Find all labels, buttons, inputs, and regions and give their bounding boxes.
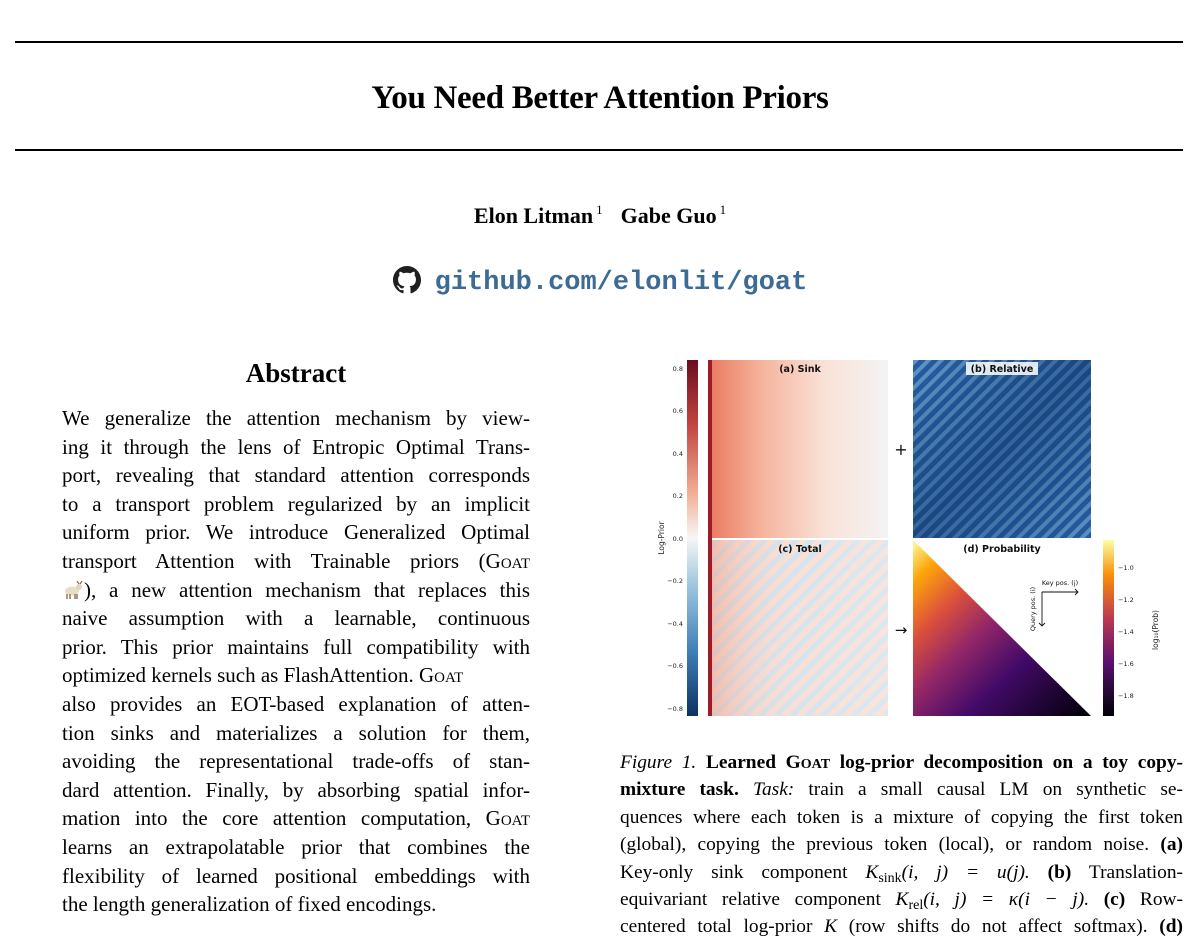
github-icon xyxy=(393,266,421,294)
arrow-operator: → xyxy=(894,621,908,639)
plus-operator: + xyxy=(894,440,908,459)
abstract-text: optimized kernels such as FlashAttention. xyxy=(62,663,419,688)
figure-1 xyxy=(650,356,1180,722)
panel-c-title: (c) Total xyxy=(778,544,822,555)
caption-line xyxy=(620,859,1183,886)
left-colorbar-ticks xyxy=(667,365,683,713)
abstract-line: port, revealing that standard attention corresponds xyxy=(62,463,530,488)
right-colorbar-ticks xyxy=(1118,564,1134,700)
abstract-line: to a transport problem regularized by an implicit xyxy=(62,491,530,516)
top-rule xyxy=(15,41,1183,43)
caption-text: (b) xyxy=(1029,861,1072,883)
title-rule xyxy=(15,149,1183,151)
math-k: K xyxy=(865,861,879,883)
abstract-line: We generalize the attention mechanism by view- xyxy=(62,406,530,430)
tick-label: 0.4 xyxy=(672,450,683,458)
tick-label: −1.2 xyxy=(1118,596,1134,604)
figure-label: Figure 1. xyxy=(620,752,697,773)
query-axis-label: Query pos. (i) xyxy=(1029,586,1037,632)
repo-link-row[interactable] xyxy=(0,266,1200,298)
goat-icon xyxy=(62,581,84,599)
abstract-line: tion sinks and materializes a solution for them, xyxy=(62,720,530,745)
caption-text: train a small causal LM on synthetic se- xyxy=(794,779,1183,801)
tick-label: 0.2 xyxy=(672,492,683,500)
abstract-heading: Abstract xyxy=(245,358,347,388)
goat-name: Goat xyxy=(485,548,530,573)
tick-label: 0.0 xyxy=(672,535,683,543)
abstract-line xyxy=(62,661,530,690)
tick-label: −1.8 xyxy=(1118,692,1134,700)
right-colorbar xyxy=(1103,540,1114,716)
author-name: Elon Litman xyxy=(473,203,594,228)
tick-label: 0.8 xyxy=(672,365,683,373)
panel-d-title: (d) Probability xyxy=(963,544,1041,555)
abstract-line xyxy=(62,547,530,576)
panel-a-title: (a) Sink xyxy=(779,364,821,375)
tick-label: −0.8 xyxy=(667,705,683,713)
caption-text: Key-only sink component xyxy=(620,861,866,883)
caption-line xyxy=(620,776,1183,803)
author-affil: 1 xyxy=(596,202,603,217)
caption-line: quences where each token is a mixture of copying the first token xyxy=(620,806,1183,828)
math-sub: sink xyxy=(878,870,902,886)
author-list xyxy=(0,202,1200,229)
caption-text: mixture task. xyxy=(620,779,739,801)
caption-text: Learned xyxy=(705,752,786,773)
abstract-line: ing it through the lens of Entropic Optimal Trans- xyxy=(62,434,530,459)
caption-text: (d) xyxy=(1159,916,1183,938)
caption-line xyxy=(620,886,1183,913)
math-k: K xyxy=(895,888,909,910)
caption-text: (c) xyxy=(1089,888,1126,910)
goat-name: Goat xyxy=(418,663,464,688)
caption-text: centered total log-prior xyxy=(620,916,825,938)
caption-line xyxy=(620,831,1183,858)
repo-link[interactable]: github.com/elonlit/goat xyxy=(434,268,808,298)
author-affil: 1 xyxy=(719,202,727,217)
right-colorbar-label: log₁₀(Prob) xyxy=(1151,610,1160,650)
left-colorbar-label: Log-Prior xyxy=(657,521,666,555)
abstract-line: the length generalization of fixed encodings. xyxy=(62,892,437,917)
panel-a xyxy=(712,360,888,538)
math-sub: rel xyxy=(908,897,924,913)
tick-label: −1.6 xyxy=(1118,660,1134,668)
figure-caption xyxy=(620,749,1183,941)
math-expr: (i, j) = κ(i − j). xyxy=(923,888,1090,910)
math-k: K xyxy=(824,916,838,938)
caption-text: (a) xyxy=(1160,834,1183,856)
abstract-line: learns an extrapolatable prior that combines the xyxy=(62,834,530,859)
caption-text: Row- xyxy=(1125,888,1183,910)
tick-label: −1.4 xyxy=(1118,628,1134,636)
abstract-line xyxy=(62,804,530,833)
abstract-line: also provides an EOT-based explanation of atten- xyxy=(62,691,530,716)
tick-label: −0.4 xyxy=(667,620,683,628)
author-name: Gabe Guo xyxy=(620,203,717,228)
abstract-text: transport Attention with Trainable priors ( xyxy=(62,548,486,573)
abstract-line: uniform prior. We introduce Generalized Optimal xyxy=(62,520,530,545)
goat-name: Goat xyxy=(785,752,831,773)
abstract-line: avoiding the representational trade-offs of stan- xyxy=(62,749,530,774)
caption-text: (row shifts do not affect softmax). xyxy=(837,916,1160,938)
caption-line xyxy=(620,749,1183,776)
tick-label: −0.2 xyxy=(667,577,683,585)
caption-text: Translation- xyxy=(1071,861,1183,883)
abstract-line: dard attention. Finally, by absorbing spatial infor- xyxy=(62,777,530,802)
caption-text: log-prior decomposition on a toy copy- xyxy=(830,752,1183,773)
caption-line xyxy=(620,913,1183,940)
abstract-text: ), a new attention mechanism that replaces this xyxy=(84,577,530,602)
caption-text: Task: xyxy=(752,779,795,801)
abstract-text: mation into the core attention computation, xyxy=(62,806,486,831)
tick-label: 0.6 xyxy=(672,407,683,415)
math-expr: (i, j) = u(j). xyxy=(901,861,1030,883)
sink-strip xyxy=(708,360,712,716)
tick-label: −1.0 xyxy=(1118,564,1134,572)
abstract-line: flexibility of learned positional embeddings with xyxy=(62,863,530,888)
key-axis-label: Key pos. (j) xyxy=(1041,579,1079,587)
abstract-line xyxy=(62,576,530,605)
caption-text: equivariant relative component xyxy=(620,888,896,910)
paper-title: You Need Better Attention Priors xyxy=(371,80,829,116)
abstract-body xyxy=(62,404,530,919)
abstract-line: prior. This prior maintains full compatibility with xyxy=(62,634,530,659)
caption-text: (global), copying the previous token (local), or random noise. xyxy=(620,834,1161,856)
left-colorbar xyxy=(687,360,698,716)
panel-b-title: (b) Relative xyxy=(970,364,1034,375)
goat-name: Goat xyxy=(485,806,530,831)
abstract-line: naive assumption with a learnable, continuous xyxy=(62,606,530,631)
tick-label: −0.6 xyxy=(667,662,683,670)
